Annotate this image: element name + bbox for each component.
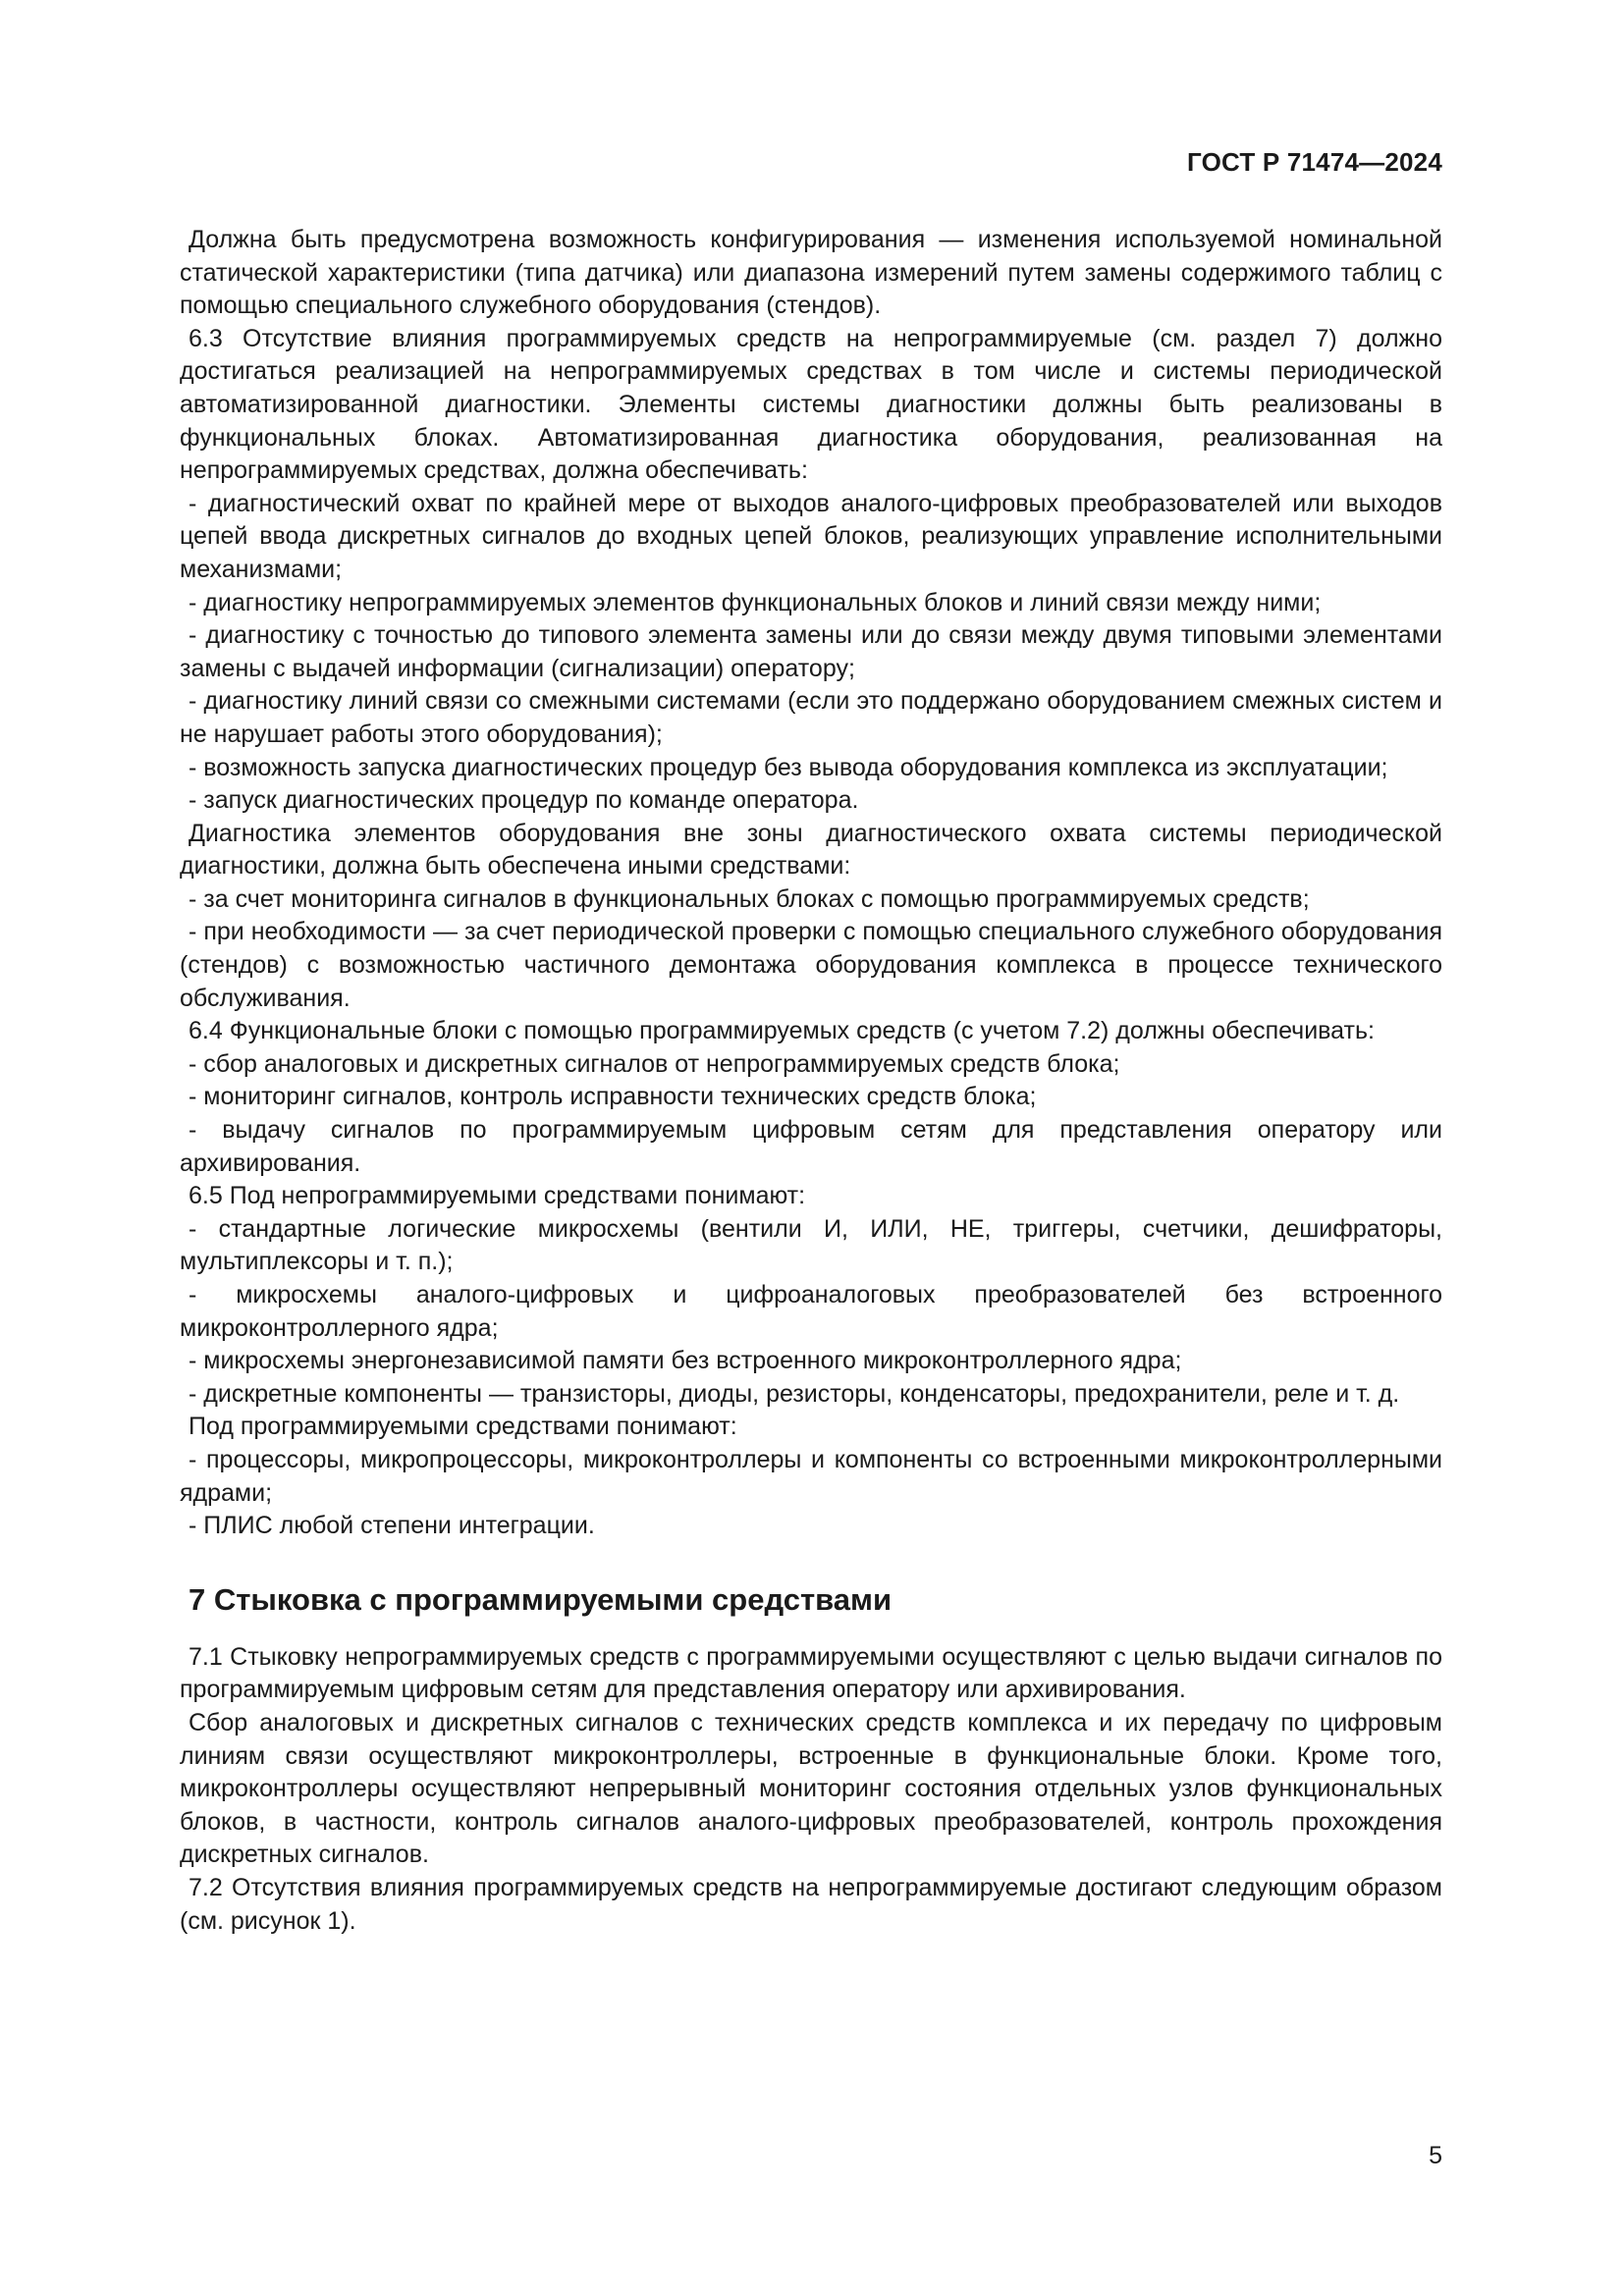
clause-6-3: 6.3 Отсутствие влияния программируемых средств на непрограммируемые (см. раздел 7) должно достигаться реализацией на непрограммируемых средствах в том числе и системы периодической автоматизированной диагностики. Элементы системы диагностики должны быть реализованы в функциональных блоках. Автоматизированная диагностика оборудования, реализованная на непрограммируемых средствах, должна обеспечивать: [180, 324, 1442, 485]
list-item: - диагностику линий связи со смежными системами (если это поддержано оборудованием смежных систем и не нарушает работы этого оборудования); [180, 687, 1442, 748]
list-item: - дискретные компоненты — транзисторы, диоды, резисторы, конденсаторы, предохранители, реле и т. д. [189, 1379, 1400, 1408]
clause-7-1: 7.1 Стыковку непрограммируемых средств с программируемыми осуществляют с целью выдачи сигналов по программируемым цифровым сетям для представления оператору или архивирования. [180, 1642, 1442, 1704]
clause-6-4: 6.4 Функциональные блоки с помощью программируемых средств (с учетом 7.2) должны обеспечивать: [189, 1017, 1375, 1045]
clause-7-2: 7.2 Отсутствия влияния программируемых средств на непрограммируемые достигают следующим образом (см. рисунок 1). [180, 1873, 1442, 1935]
list-item: - выдачу сигналов по программируемым цифровым сетям для представления оператору или архивирования. [180, 1116, 1442, 1177]
list-item: - ПЛИС любой степени интеграции. [189, 1512, 595, 1540]
body-text-bottom [180, 1641, 1442, 1938]
list-item: - диагностический охват по крайней мере от выходов аналого-цифровых преобразователей или выходов цепей ввода дискретных сигналов до входных цепей блоков, реализующих управление исполнительными механизмами; [180, 489, 1442, 583]
programmable-definition: Под программируемыми средствами понимают: [189, 1413, 737, 1441]
list-item: - возможность запуска диагностических процедур без вывода оборудования комплекса из эксплуатации; [189, 753, 1388, 781]
list-item: - стандартные логические микросхемы (вентили И, ИЛИ, НЕ, триггеры, счетчики, дешифраторы, мультиплексоры и т. п.); [180, 1214, 1442, 1276]
list-item: - сбор аналоговых и дискретных сигналов от непрограммируемых средств блока; [189, 1049, 1120, 1078]
page-number: 5 [1429, 2142, 1442, 2169]
list-item: - микросхемы энергонезависимой памяти без встроенного микроконтроллерного ядра; [189, 1347, 1182, 1375]
collection-paragraph: Сбор аналоговых и дискретных сигналов с технических средств комплекса и их передачу по цифровым линиям связи осуществляют микроконтроллеры, встроенные в функциональные блоки. Кроме того, микроконтроллеры осуществляют непрерывный мониторинг состояния отдельных узлов функциональных блоков, в частности, контроль сигналов аналого-цифровых преобразователей, контроль прохождения дискретных сигналов. [180, 1708, 1442, 1869]
list-item: - мониторинг сигналов, контроль исправности технических средств блока; [189, 1083, 1037, 1111]
config-paragraph: Должна быть предусмотрена возможность конфигурирования — изменения используемой номинальной статической характеристики (типа датчика) или диапазона измерений путем замены содержимого таблиц с помощью специального служебного оборудования (стендов). [180, 226, 1442, 320]
body-text-top [180, 224, 1442, 1543]
diagnostics-paragraph: Диагностика элементов оборудования вне зоны диагностического охвата системы периодической диагностики, должна быть обеспечена иными средствами: [180, 819, 1442, 881]
list-item: - диагностику с точностью до типового элемента замены или до связи между двумя типовыми элементами замены с выдачей информации (сигнализации) оператору; [180, 621, 1442, 682]
list-item: - процессоры, микропроцессоры, микроконтроллеры и компоненты со встроенными микроконтроллерными ядрами; [180, 1445, 1442, 1507]
list-item: - диагностику непрограммируемых элементов функциональных блоков и линий связи между ними; [189, 588, 1322, 616]
clause-6-5: 6.5 Под непрограммируемыми средствами понимают: [189, 1182, 806, 1210]
list-item: - запуск диагностических процедур по команде оператора. [189, 786, 859, 815]
list-item: - при необходимости — за счет периодической проверки с помощью специального служебного оборудования (стендов) с возможностью частичного демонтажа оборудования комплекса в процессе технического обслуживания. [180, 918, 1442, 1012]
list-item: - микросхемы аналого-цифровых и цифроаналоговых преобразователей без встроенного микроконтроллерного ядра; [180, 1281, 1442, 1342]
section-7-heading: 7 Стыковка с программируемыми средствами [189, 1581, 893, 1617]
page-body [180, 224, 1442, 1938]
document-header-id: ГОСТ Р 71474—2024 [1187, 147, 1442, 177]
list-item: - за счет мониторинга сигналов в функциональных блоках с помощью программируемых средств; [189, 884, 1310, 913]
